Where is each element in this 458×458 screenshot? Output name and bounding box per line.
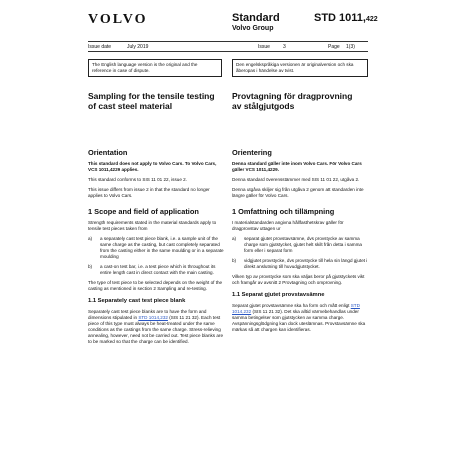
english-section-1-1-heading: 1.1 Separately cast test piece blank xyxy=(88,298,186,305)
english-section-1-heading: 1 Scope and field of application xyxy=(88,207,199,217)
list-marker: a) xyxy=(232,235,237,241)
english-orientation-bold: This standard does not apply to Volvo Cars. To Volvo Cars, VCS 1011,4229 applies. xyxy=(88,160,217,172)
english-orientation-heading: Orientation xyxy=(88,148,128,157)
english-note-box: The English language version is the original and the reference in case of dispute. xyxy=(88,59,222,77)
swedish-column xyxy=(232,148,368,337)
list-item-text: separat gjutet provstavsämne, dvs provstycke av samma charge som gjutstycket, gjutet helt skilt från detta i samma form eller i separat form xyxy=(244,235,362,254)
swedish-orientation-paragraph-1: Denna standard överensstämmer med SIS 11 01 22, utgåva 2. xyxy=(232,176,360,182)
std-1014-link[interactable]: STD 1014,232 xyxy=(232,303,360,315)
paragraph-text: (SIS 11 21 32). Det ska alltid värmebehandlas under samma betingelser som gjutstycken av samma charge. Avspänningsglödgning kan dock uteslämnas. Provstavsämne ska märkas så att chargen kan identifieras. xyxy=(232,309,366,333)
paragraph-text: Separately cast test piece blanks are to have the form and dimensions stipulated in xyxy=(88,309,207,321)
header-rule-top xyxy=(88,41,368,42)
swedish-list-item-a xyxy=(232,236,368,254)
swedish-section-1-heading: 1 Omfattning och tillämpning xyxy=(232,207,335,217)
english-section-1-1-paragraph xyxy=(88,309,224,345)
swedish-orientation-paragraph-2: Denna utgåva skiljer sig från utgåva 2 genom att standarden inte längre gäller för Volvo Cars. xyxy=(232,186,364,199)
header-rule-bottom xyxy=(88,51,368,52)
standard-number-suffix: 422 xyxy=(365,16,378,23)
paragraph-text: Separat gjutet provstavsämne ska ha form och mått enligt xyxy=(232,303,351,309)
list-item-text: vidgjutet provstycke, dvs provstycke till hela sin längd gjutet i direkt anslutning till huvudgjutstycket. xyxy=(244,258,368,270)
issue-date: July 2019 xyxy=(127,44,149,50)
swedish-section-1-intro: I materialstandarden angivna hållfasthetskrav gäller för dragprovstav uttagen ur xyxy=(232,219,344,231)
english-column xyxy=(88,148,224,349)
swedish-list-item-b xyxy=(232,258,368,270)
volvo-logo: VOLVO xyxy=(88,12,148,27)
english-list-item-b xyxy=(88,264,224,276)
paragraph-text: (SIS 11 21 32). Each test piece of this type must always be heat-treated under the same conditions as the castings from the same charge. Stress-relieving annealing, however, need not be carried out. Test piece blanks are to be marked so that the charge can be identified. xyxy=(88,315,224,345)
std-1014-link[interactable]: STD 1014,232 xyxy=(138,315,168,321)
swedish-orientation-bold: Denna standard gäller inte inom Volvo Cars. För Volvo Cars gäller VCS 1011,4229. xyxy=(232,160,362,172)
list-marker: b) xyxy=(88,264,93,270)
standard-number xyxy=(314,12,378,24)
page-value: 1(3) xyxy=(346,44,355,50)
english-orientation-paragraph-1: This standard conforms to SIS 11 01 22, issue 2. xyxy=(88,176,187,182)
english-section-1-paragraph: The type of test piece to be selected depends on the weight of the casting as mentioned in section 2 Sampling and re-testing. xyxy=(88,280,223,292)
issue-date-label: Issue date xyxy=(88,44,112,50)
english-title: Sampling for the tensile testing of cast steel material xyxy=(88,91,215,111)
list-item-text: a cast-on test bar, i.e. a test piece which is throughout its entire length cast in direct contact with the main casting. xyxy=(100,264,216,276)
issue-value: 3 xyxy=(283,44,286,50)
swedish-section-1-paragraph: Vilken typ av provstycke som ska väljas beror på gjutstyckets vikt och framgår av avsnitt 2 Provtagning och omprovning. xyxy=(232,274,365,286)
list-marker: b) xyxy=(232,258,237,264)
standard-subtitle: Volvo Group xyxy=(232,25,274,32)
swedish-note-box: Den engelskspråkiga versionen är originalversion och ska åberopas i händelse av tvist. xyxy=(232,59,368,77)
list-marker: a) xyxy=(88,235,93,241)
english-orientation-paragraph-2: This issue differs from issue 2 in that the standard no longer applies to Volvo Cars. xyxy=(88,186,210,199)
issue-label: Issue xyxy=(258,44,270,50)
list-item-text: a separately cast test piece blank, i.e. a sample unit of the same charge as the casting, but cast completely separated from the casting either in the same moulding or in a separate moulding xyxy=(100,235,224,260)
page-label: Page xyxy=(328,44,340,50)
standard-number-main: STD 1011, xyxy=(314,12,366,24)
swedish-title: Provtagning för dragprovning av stålgjutgods xyxy=(232,91,353,111)
swedish-section-1-1-paragraph xyxy=(232,303,368,333)
english-section-1-intro: Strength requirements stated in the material standards apply to tensile test pieces taken from xyxy=(88,219,217,231)
swedish-orientation-heading: Orientering xyxy=(232,148,272,157)
english-list-item-a xyxy=(88,236,224,260)
swedish-section-1-1-heading: 1.1 Separat gjutet provstavsämne xyxy=(232,292,325,299)
standard-title: Standard xyxy=(232,12,280,24)
